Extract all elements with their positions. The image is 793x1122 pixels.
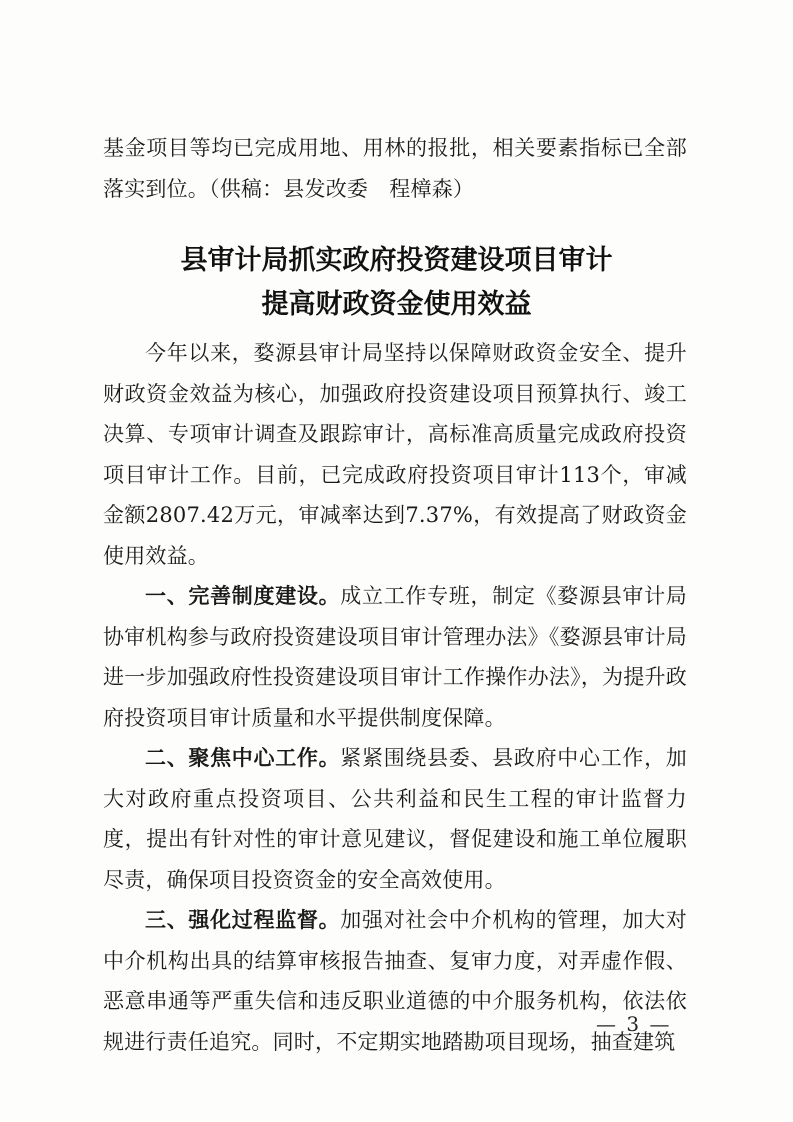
body-paragraph-1 — [103, 333, 687, 576]
body-paragraph-4 — [103, 900, 687, 1062]
intro-paragraph-block — [103, 128, 687, 209]
paragraph-heading: 二、聚焦中心工作。 — [145, 746, 341, 770]
article-title-line-2: 提高财政资金使用效益 — [261, 289, 532, 320]
article-body — [103, 333, 687, 1062]
article-title-line-1: 县审计局抓实政府投资建设项目审计 — [180, 245, 613, 276]
paragraph-heading: 三、强化过程监督。 — [145, 908, 341, 932]
article-title — [60, 239, 733, 327]
paragraph-text: 今年以来，婺源县审计局坚持以保障财政资金安全、提升财政资金效益为核心，加强政府投资建设项目预算执行、竣工决算、专项审计调查及跟踪审计，高标准高质量完成政府投资项目审计工作。目前，已完成政府投资项目审计113个，审减金额2807.42万元，审减率达到7.37%，有效提高了财政资金使用效益。 — [103, 341, 687, 568]
body-paragraph-2 — [103, 576, 687, 738]
intro-paragraph: 基金项目等均已完成用地、用林的报批，相关要素指标已全部落实到位。（供稿：县发改委 程樟森） — [103, 136, 687, 201]
paragraph-text: 加强对社会中介机构的管理，加大对中介机构出具的结算审核报告抽查、复审力度，对弄虚作假、恶意串通等严重失信和违反职业道德的中介服务机构，依法依规进行责任追究。同时，不定期实地踏勘项目现场，抽查建筑 — [103, 908, 687, 1054]
paragraph-text: 成立工作专班，制定《婺源县审计局协审机构参与政府投资建设项目审计管理办法》《婺源县审计局进一步加强政府性投资建设项目审计工作操作办法》，为提升政府投资项目审计质量和水平提供制度保障。 — [103, 584, 687, 730]
page-number: — 3 — — [596, 1012, 672, 1036]
body-paragraph-3 — [103, 738, 687, 900]
paragraph-heading: 一、完善制度建设。 — [145, 584, 341, 608]
paragraph-text: 紧紧围绕县委、县政府中心工作，加大对政府重点投资项目、公共利益和民生工程的审计监督力度，提出有针对性的审计意见建议，督促建设和施工单位履职尽责，确保项目投资资金的安全高效使用。 — [103, 746, 687, 892]
